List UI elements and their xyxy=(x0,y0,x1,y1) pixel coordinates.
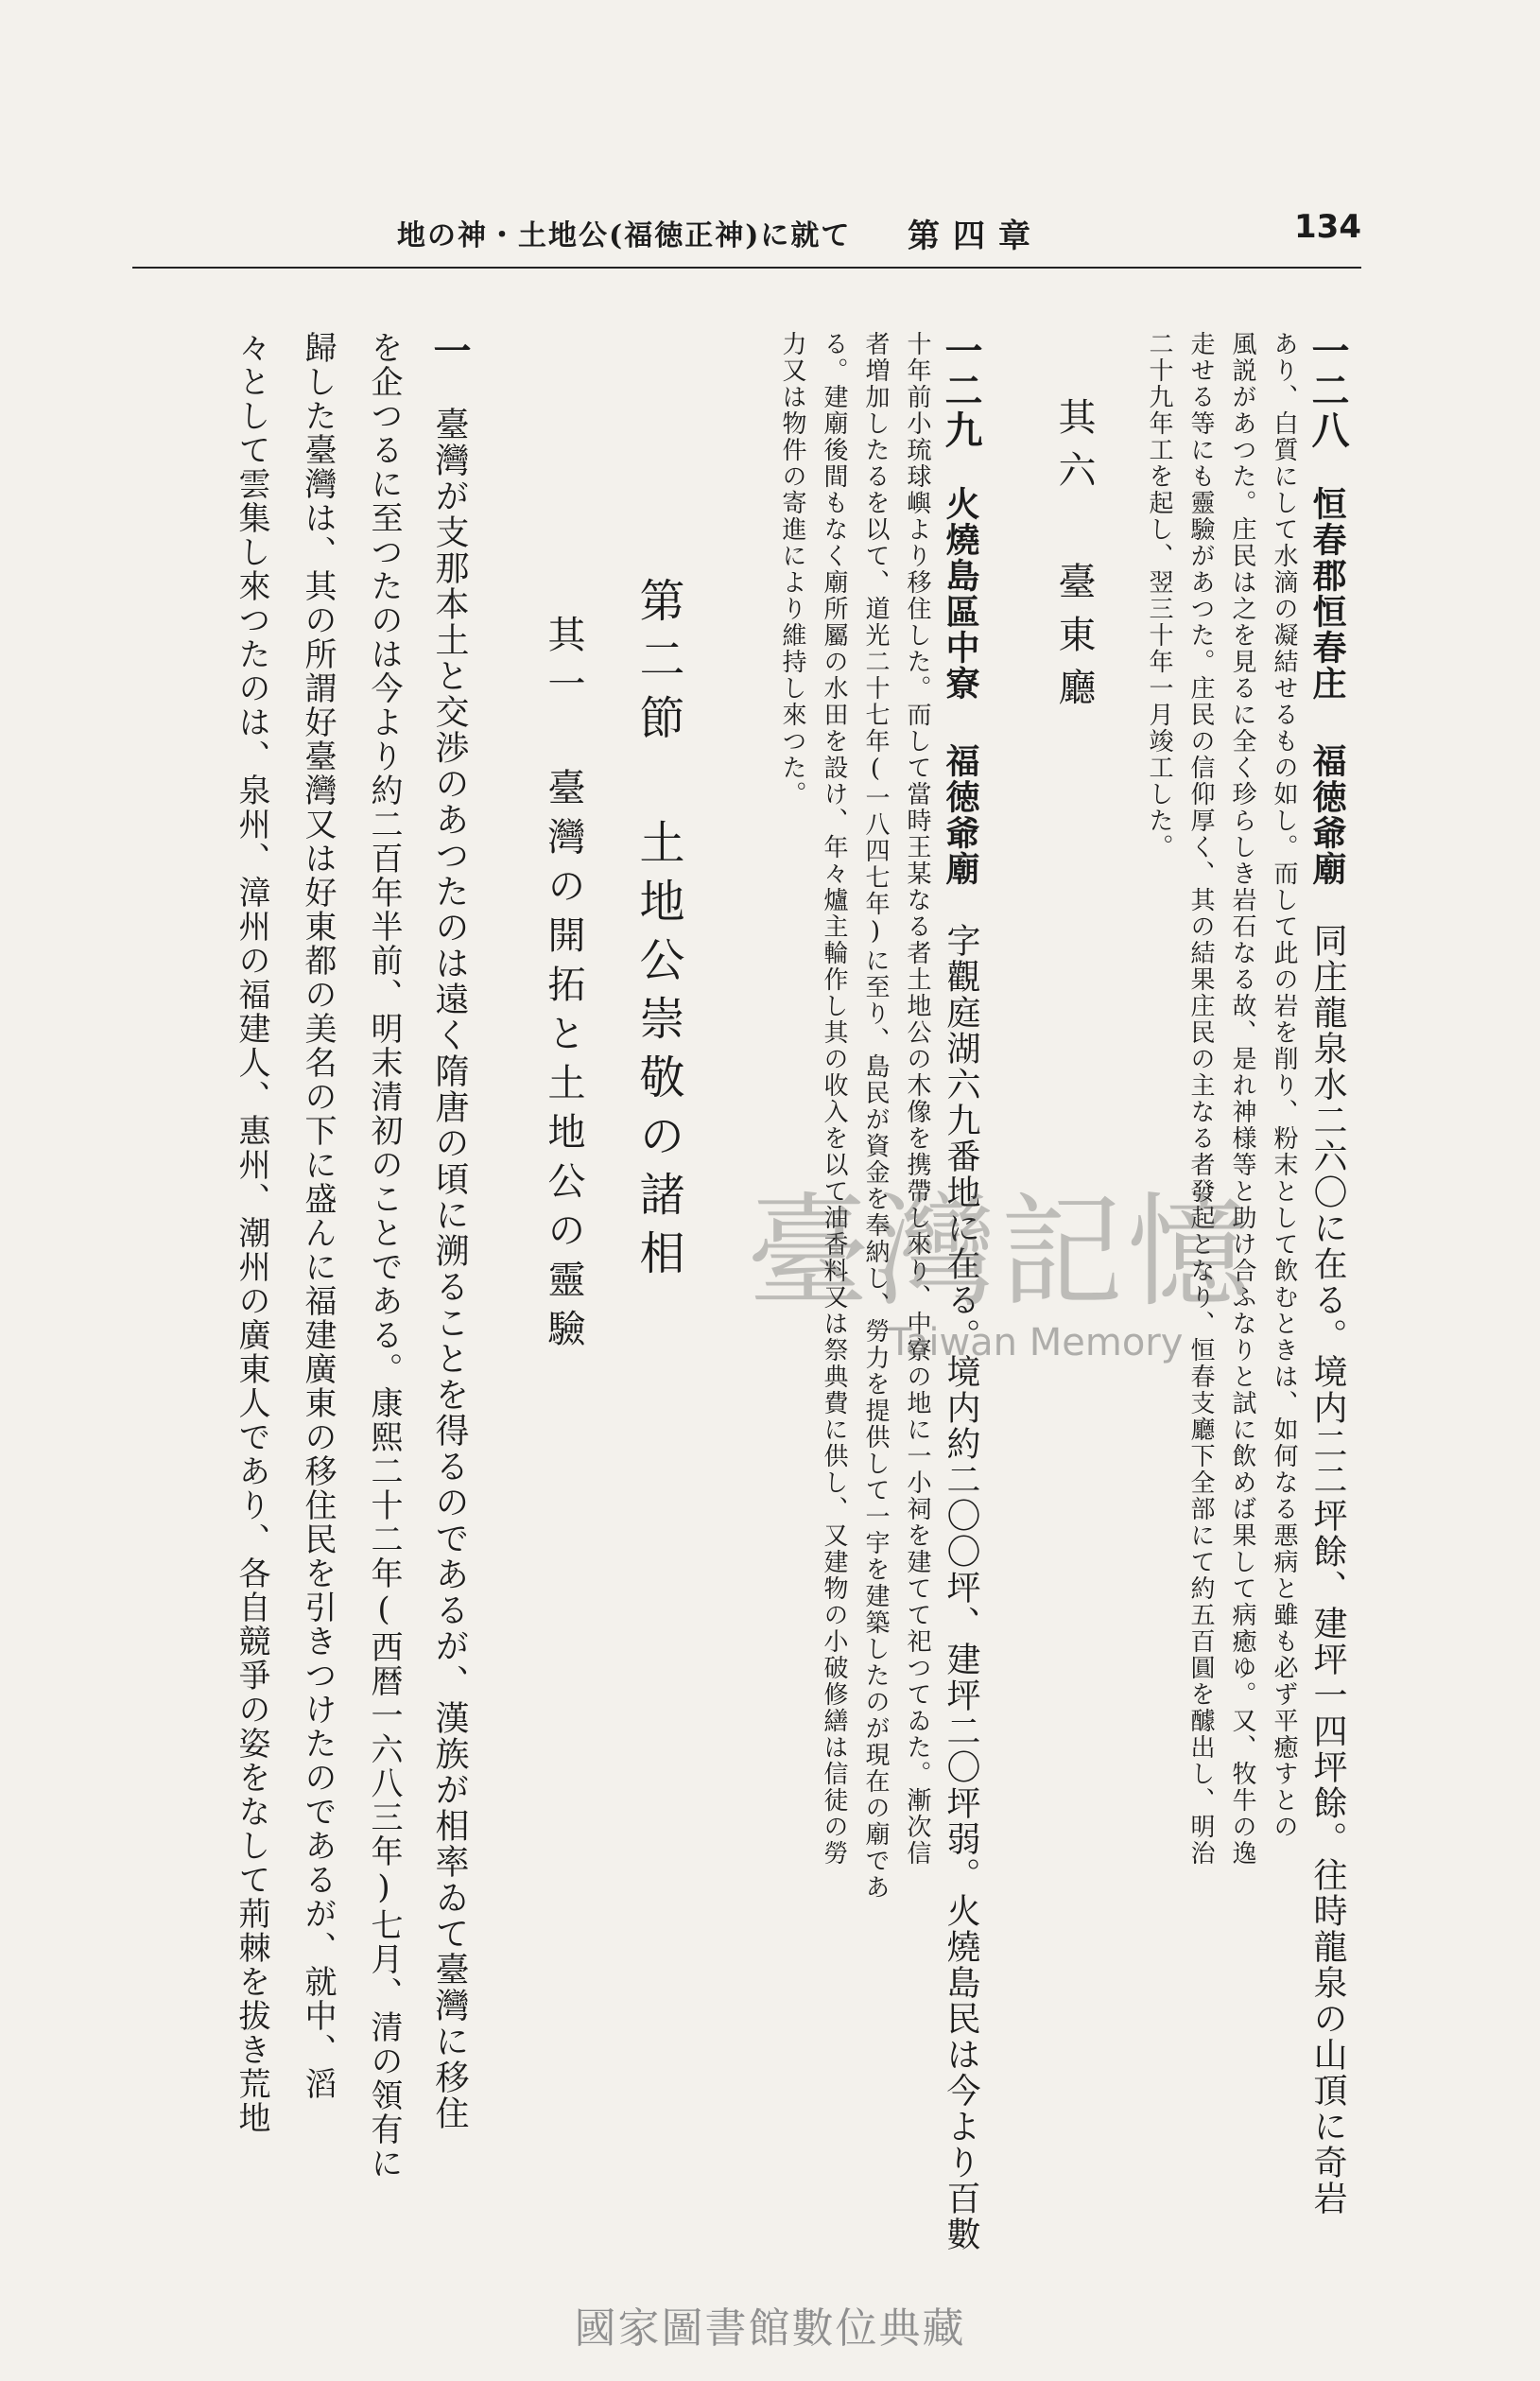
section-2-heading: 第二節 土地公崇敬の諸相 xyxy=(632,577,684,1288)
chapter-label: 第四章 xyxy=(908,217,1044,255)
entry-129-number: 一二九 xyxy=(939,331,983,450)
header-rule xyxy=(132,267,1361,269)
entry-128-column-5: 二十九年工を起し、翌三十年一月竣工した。 xyxy=(1145,331,1173,860)
running-title: 地の神・土地公(福徳正神)に就て xyxy=(397,219,852,252)
section-2-subheading: 其一 臺灣の開拓と土地公の靈驗 xyxy=(542,615,585,1358)
entry-129-column-2: 十年前小琉球嶼より移住した。而して當時王某なる者土地公の木像を携帶し來り、中寮の地に一小祠を建てて祀つてゐた。漸次信 xyxy=(903,331,931,1867)
body-column-3: 歸した臺灣は、其の所謂好臺灣又は好東都の美名の下に盛んに福建廣東の移住民を引きつけたのであるが、就中、滔 xyxy=(299,331,337,2101)
page-header xyxy=(397,208,1361,265)
entry-128-column-4: 走せる等にも靈驗があつた。庄民の信仰厚く、其の結果庄民の主なる者發起となり、恒春支廳下全部にて約五百圓を醵出し、明治 xyxy=(1186,331,1215,1867)
entry-129-column-1 xyxy=(936,331,985,2252)
entry-129-column-4: る。建廟後間もなく廟所屬の水田を設け、年々爐主輪作し其の收入を以て油香料又は祭典費に供し、又建物の小破修繕は信徒の勞 xyxy=(820,331,848,1867)
entry-129-title: 火燒島區中寮 福徳爺廟 xyxy=(941,486,980,887)
entry-128-number: 一二八 xyxy=(1306,331,1350,450)
vertical-text-area xyxy=(104,331,1361,2252)
watermark-english: Taiwan Memory xyxy=(889,1321,1184,1364)
watermark-chinese: 臺灣記憶 xyxy=(747,1180,1254,1324)
entry-128-title: 恒春郡恒春庄 福徳爺廟 xyxy=(1307,486,1347,887)
body-column-1 xyxy=(425,331,473,2131)
entry-128-text-1: 同庄龍泉水二六〇に在る。境内二二坪餘、建坪一四坪餘。往時龍泉の山頂に奇岩 xyxy=(1308,923,1347,2216)
body-column-4: 々として雲集し來つたのは、泉州、漳州の福建人、惠州、潮州の廣東人であり、各自競爭の姿をなして荊棘を拔き荒地 xyxy=(233,331,270,2135)
page-number: 134 xyxy=(1294,208,1361,246)
entry-129-column-3: 者増加したるを以て、道光二十七年(一八四七年)に至り、島民が資金を奉納し、勞力を提供して一宇を建築したのが現在の廟であ xyxy=(861,331,890,1901)
entry-129-text-1: 字觀庭湖六九番地に在る。境内約二〇〇坪、建坪二〇坪弱。火燒島民は今より百數 xyxy=(942,923,980,2252)
body-number: 一 xyxy=(427,331,472,371)
footer-credit: 國家圖書館數位典藏 xyxy=(574,2304,966,2353)
entry-128-column-1 xyxy=(1303,331,1352,2216)
section-heading-taitung: 其六 臺東廳 xyxy=(1052,397,1096,721)
entry-129-column-5: 力又は物件の寄進により維持し來つた。 xyxy=(778,331,806,808)
body-text-1: 臺灣が支那本土と交渉のあつたのは遠く隋唐の頃に溯ることを得るのであるが、漢族が相率ゐて臺灣に移住 xyxy=(430,407,469,2131)
body-column-2: を企つるに至つたのは今より約二百年半前、明末清初のことである。康熙二十二年(西暦一六八三年)七月、清の領有に xyxy=(365,331,403,2181)
entry-128-column-3: 風説があつた。庄民は之を見るに全く珍らしき岩石なる故、是れ神様等と助け合ふなりと試に飲めば果して病癒ゆ。又、牧牛の逸 xyxy=(1228,331,1256,1867)
entry-128-column-2: あり、白質にして水滴の凝結せるもの如し。而して此の岩を削り、粉末として飲むときは、如何なる悪病と雖も必ず平癒すとの xyxy=(1270,331,1298,1840)
